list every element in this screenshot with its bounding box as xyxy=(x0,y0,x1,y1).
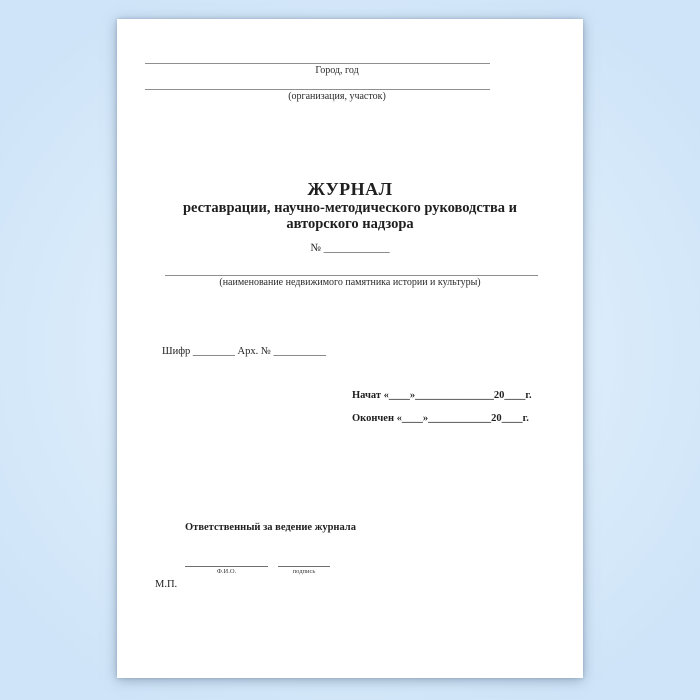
fio-blank-line xyxy=(185,558,268,567)
fio-signature-field xyxy=(185,558,268,575)
journal-cover-page xyxy=(117,19,583,678)
signature-blank-line xyxy=(278,558,330,567)
document-subtitle-line1: реставрации, научно-методического руководства и xyxy=(182,200,518,216)
date-finished-blank: Окончен «____»____________20____г. xyxy=(352,413,529,424)
document-title: ЖУРНАЛ xyxy=(307,179,393,199)
date-started-blank: Начат «____»_______________20____г. xyxy=(352,390,532,401)
organization-blank-line xyxy=(145,89,490,90)
fio-caption: Ф.И.О. xyxy=(216,568,237,575)
responsible-person-label: Ответственный за ведение журнала xyxy=(185,522,356,533)
cipher-and-archive-number-blank: Шифр ________ Арх. № __________ xyxy=(162,346,326,357)
journal-number-blank: № ____________ xyxy=(310,242,390,254)
organization-caption: (организация, участок) xyxy=(288,91,386,102)
signature-caption: подпись xyxy=(292,568,316,575)
signature-field xyxy=(278,558,330,575)
city-year-caption: Город, год xyxy=(315,65,359,76)
stamp-place-label: М.П. xyxy=(155,579,178,590)
object-name-caption: (наименование недвижимого памятника истории и культуры) xyxy=(219,277,481,288)
object-name-blank-line xyxy=(165,275,538,276)
city-year-blank-line xyxy=(145,63,490,64)
document-subtitle-line2: авторского надзора xyxy=(286,216,414,232)
